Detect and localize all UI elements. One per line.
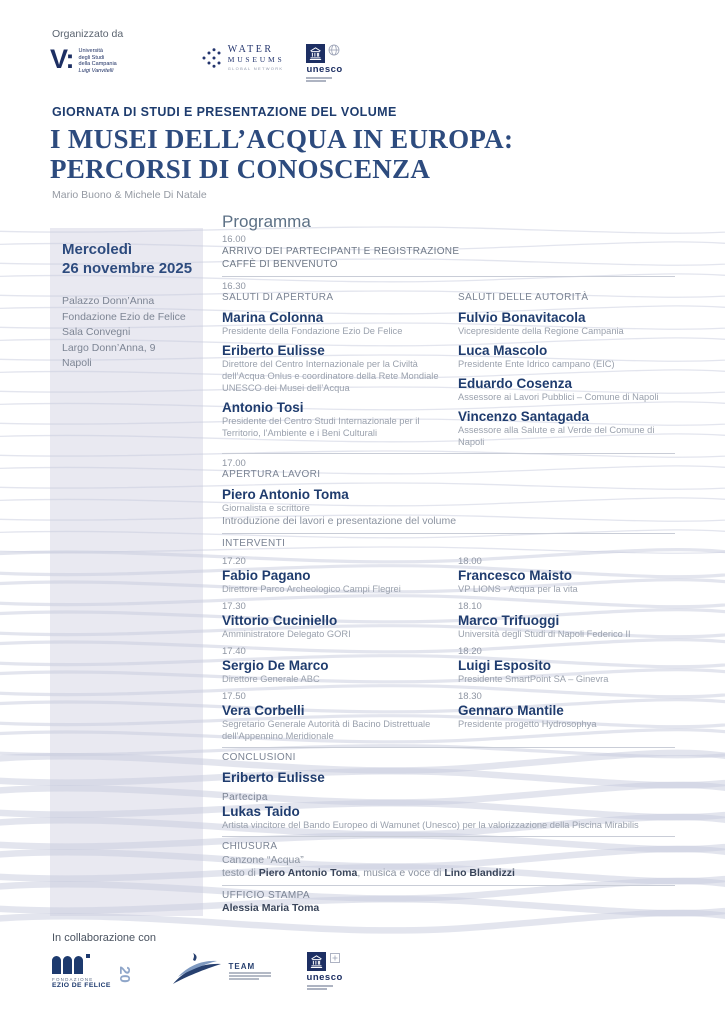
speaker: Vincenzo Santagada Assessore alla Salute e al Verde del Comune di Napoli [458, 409, 655, 447]
vanvitelli-name: Università degli Studi della Campania Luigi Vanvitelli [78, 48, 117, 74]
speaker: Antonio Tosi Presidente del Centro Studi Internazionale per il Territorio, l’Ambiente e i Beni Culturali [222, 400, 420, 438]
talk-item: 18.00 Francesco Maisto VP LIONS - Acqua per la vita [458, 556, 578, 594]
team-logo [169, 952, 271, 990]
title-line-1: I MUSEI DELL’ACQUA IN EUROPA: [50, 124, 514, 154]
talk-item: 18.20 Luigi Esposito Presidente SmartPoint SA – Ginevra [458, 646, 609, 684]
anniversary-20-mark: 20 [115, 965, 133, 983]
guest-role: Artista vincitore del Bando Europeo di Wamunet (Unesco) per la valorizzazione della Piscina Mirabilis [222, 820, 639, 830]
fondazione-ezio-de-felice-logo: FONDAZIONE EZIO DE FELICE 20 [52, 954, 133, 989]
unesco-tagline-bars [307, 983, 333, 990]
event-kicker: GIORNATA DI STUDI E PRESENTAZIONE DEL VOLUME [52, 105, 397, 119]
unesco-tagline-bars [306, 75, 332, 82]
vanvitelli-logo [50, 44, 117, 74]
talks-section [222, 550, 675, 742]
speaker: Luca Mascolo Presidente Ente Idrico campano (EIC) [458, 343, 615, 369]
speaker: Fulvio Bonavitacola Vicepresidente della Regione Campania [458, 310, 624, 336]
opening-note: Introduzione dei lavori e presentazione del volume [222, 515, 457, 527]
greetings-left-label: SALUTI DI APERTURA [222, 292, 334, 303]
conclusions-label: CONCLUSIONI [222, 752, 296, 763]
talk-item: 17.30 Vittorio Cuciniello Amministratore Delegato GORI [222, 601, 351, 639]
guest-name: Lukas Taido [222, 804, 300, 819]
vanvitelli-v-icon: V: [50, 44, 74, 74]
program-heading: Programma [222, 212, 311, 231]
credit-singer: Lino Blandizzi [444, 867, 515, 879]
greetings-right-label: SALUTI DELLE AUTORITÀ [458, 292, 589, 303]
closing-label: CHIUSURA [222, 841, 278, 852]
event-address: Palazzo Donn’Anna Fondazione Ezio de Felice Sala Convegni Largo Donn’Anna, 9 Napoli [62, 295, 186, 369]
closing-song: Canzone “Acqua” [222, 854, 304, 866]
title-line-2: PERCORSI DI CONOSCENZA [50, 154, 431, 184]
unesco-logo-top [306, 44, 342, 82]
arrival-line-1: ARRIVO DEI PARTECIPANTI E REGISTRAZIONE [222, 246, 460, 257]
event-info-panel [62, 240, 194, 372]
unesco-wordmark: unesco [306, 64, 343, 75]
footer-logos [52, 952, 343, 990]
water-museums-name: WATER MUSEUMS GLOBAL NETWORK [227, 44, 285, 71]
talk-item: 18.10 Marco Trifuoggi Università degli Studi di Napoli Federico II [458, 601, 631, 639]
collaboration-label: In collaborazione con [52, 932, 156, 944]
divider [222, 836, 675, 837]
page-title [50, 124, 513, 184]
unesco-logo-bottom [307, 952, 343, 990]
event-date: 26 novembre 2025 [62, 260, 193, 277]
arrival-time: 16.00 [222, 234, 246, 245]
authors: Mario Buono & Michele Di Natale [52, 189, 207, 201]
water-museums-dots-icon [201, 48, 223, 68]
speaker: Marina Colonna Presidente della Fondazione Ezio De Felice [222, 310, 403, 336]
credit-author: Piero Antonio Toma [258, 867, 358, 879]
talk-item: 17.20 Fabio Pagano Direttore Parco Archeologico Campi Flegrei [222, 556, 401, 594]
participates-label: Partecipa [222, 792, 268, 803]
globe-icon [328, 44, 340, 56]
talk-item: 17.40 Sergio De Marco Direttore Generale ABC [222, 646, 329, 684]
emblem-icon [329, 952, 341, 964]
team-name: TEAM [229, 962, 271, 980]
greetings-section [222, 292, 675, 448]
header-logos [50, 44, 343, 82]
divider [222, 276, 675, 277]
press-name: Alessia Maria Toma [222, 902, 320, 914]
arrival-line-2: CAFFÈ DI BENVENUTO [222, 259, 338, 270]
unesco-temple-icon [307, 952, 326, 971]
press-label: UFFICIO STAMPA [222, 890, 311, 901]
opening-time: 17.00 [222, 458, 246, 469]
unesco-temple-icon [306, 44, 325, 63]
closing-credit: testo di Piero Antonio Toma, musica e voce di Lino Blandizzi [222, 867, 515, 879]
divider [222, 533, 675, 534]
organized-by-label: Organizzato da [52, 28, 124, 40]
opening-label: APERTURA LAVORI [222, 469, 321, 480]
speaker: Eriberto Eulisse Direttore del Centro Internazionale per la Civiltà dell’Acqua Onlus e coordinatore della Rete Mondiale UNESCO dei Musei dell’Acqua [222, 343, 439, 393]
talks-label: INTERVENTI [222, 538, 286, 549]
event-day: Mercoledì [62, 241, 133, 258]
conclusions-speaker: Eriberto Eulisse [222, 770, 325, 785]
divider [222, 885, 675, 886]
speaker: Piero Antonio Toma Giornalista e scrittore Introduzione dei lavori e presentazione del volume [222, 487, 675, 528]
greetings-time: 16.30 [222, 281, 246, 292]
arches-icon [52, 954, 111, 974]
divider [222, 747, 675, 748]
speaker: Eduardo Cosenza Assessore ai Lavori Pubblici – Comune di Napoli [458, 376, 659, 402]
team-wave-icon [169, 952, 225, 990]
unesco-wordmark: unesco [306, 972, 343, 983]
water-museums-logo [201, 44, 285, 71]
divider [222, 453, 675, 454]
talk-item: 17.50 Vera Corbelli Segretario Generale Autorità di Bacino Distrettuale dell’Appennino Meridionale [222, 691, 431, 741]
talk-item: 18.30 Gennaro Mantile Presidente progetto Hydrosophya [458, 691, 597, 729]
program-column [222, 212, 675, 915]
